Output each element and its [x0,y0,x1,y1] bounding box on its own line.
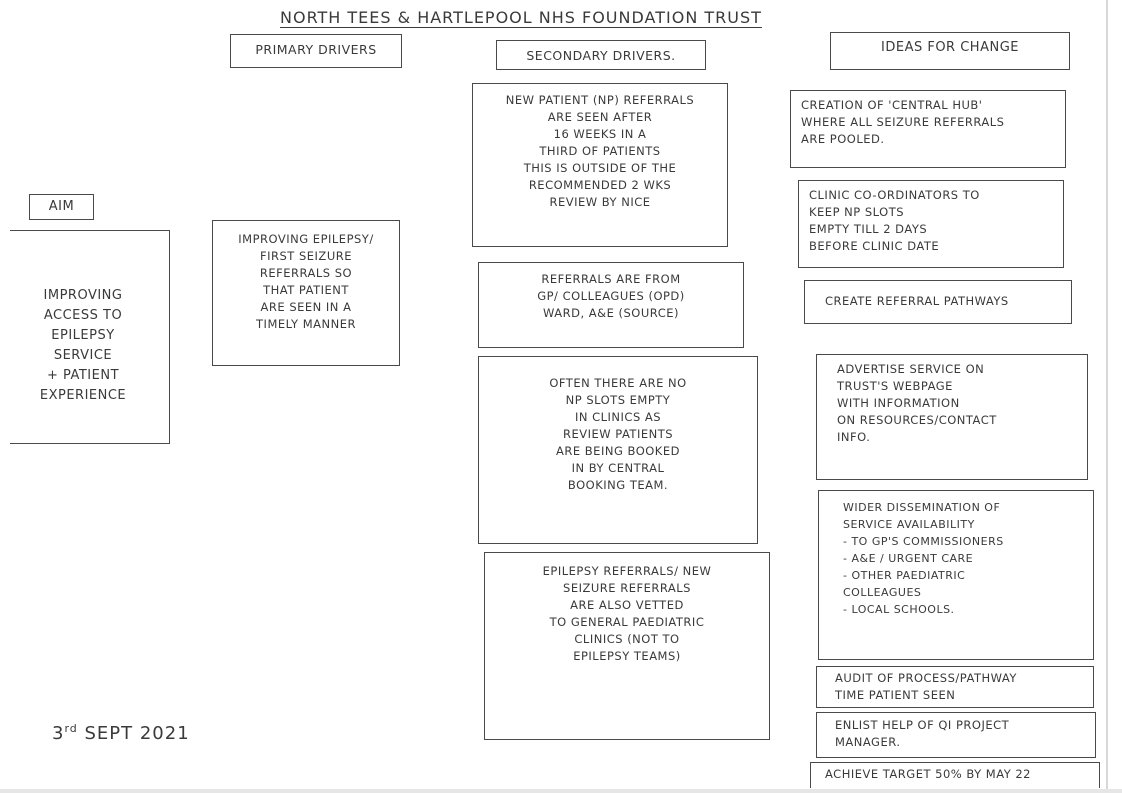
header-secondary-drivers: SECONDARY DRIVERS. [496,40,706,70]
idea-box: AUDIT OF PROCESS/PATHWAY TIME PATIENT SEEN [816,666,1094,708]
secondary-driver: REFERRALS ARE FROM GP/ COLLEAGUES (OPD) WARD, A&E (SOURCE) [478,262,744,348]
date-suffix: rd [64,722,78,735]
idea-box: ENLIST HELP OF QI PROJECT MANAGER. [816,712,1096,758]
date-rest: SEPT 2021 [77,723,190,744]
idea-box: WIDER DISSEMINATION OF SERVICE AVAILABILITY - TO GP'S COMMISSIONERS - A&E / URGENT CARE - OTHER PAEDIATRIC COLLEAGUES - LOCAL SCHOOLS. [818,490,1094,660]
secondary-driver: NEW PATIENT (NP) REFERRALS ARE SEEN AFTER 16 WEEKS IN A THIRD OF PATIENTS THIS IS OUTSIDE OF THE RECOMMENDED 2 WKS REVIEW BY NICE [472,83,728,247]
bottom-edge [0,789,1122,793]
header-aim: AIM [29,194,94,220]
aim-text: IMPROVING ACCESS TO EPILEPSY SERVICE + PATIENT EXPERIENCE [39,288,127,403]
primary-driver: IMPROVING EPILEPSY/ FIRST SEIZURE REFERRALS SO THAT PATIENT ARE SEEN IN A TIMELY MANNER [212,220,400,366]
idea-box: ADVERTISE SERVICE ON TRUST'S WEBPAGE WITH INFORMATION ON RESOURCES/CONTACT INFO. [816,354,1088,480]
date-day: 3 [52,723,65,744]
secondary-driver: OFTEN THERE ARE NO NP SLOTS EMPTY IN CLINICS AS REVIEW PATIENTS ARE BEING BOOKED IN BY CENTRAL BOOKING TEAM. [478,356,758,544]
header-primary-drivers: PRIMARY DRIVERS [230,34,402,68]
idea-box: ACHIEVE TARGET 50% BY MAY 22 [810,762,1100,788]
date-note [52,722,190,744]
idea-box: CLINIC CO-ORDINATORS TO KEEP NP SLOTS EMPTY TILL 2 DAYS BEFORE CLINIC DATE [798,180,1064,268]
header-ideas-for-change: IDEAS FOR CHANGE [830,32,1070,70]
idea-box: CREATION OF 'CENTRAL HUB' WHERE ALL SEIZURE REFERRALS ARE POOLED. [790,90,1066,168]
page-title: NORTH TEES & HARTLEPOOL NHS FOUNDATION TRUST [280,8,762,27]
secondary-driver: EPILEPSY REFERRALS/ NEW SEIZURE REFERRALS ARE ALSO VETTED TO GENERAL PAEDIATRIC CLINICS (NOT TO EPILEPSY TEAMS) [484,552,770,740]
idea-box: CREATE REFERRAL PATHWAYS [804,280,1072,324]
